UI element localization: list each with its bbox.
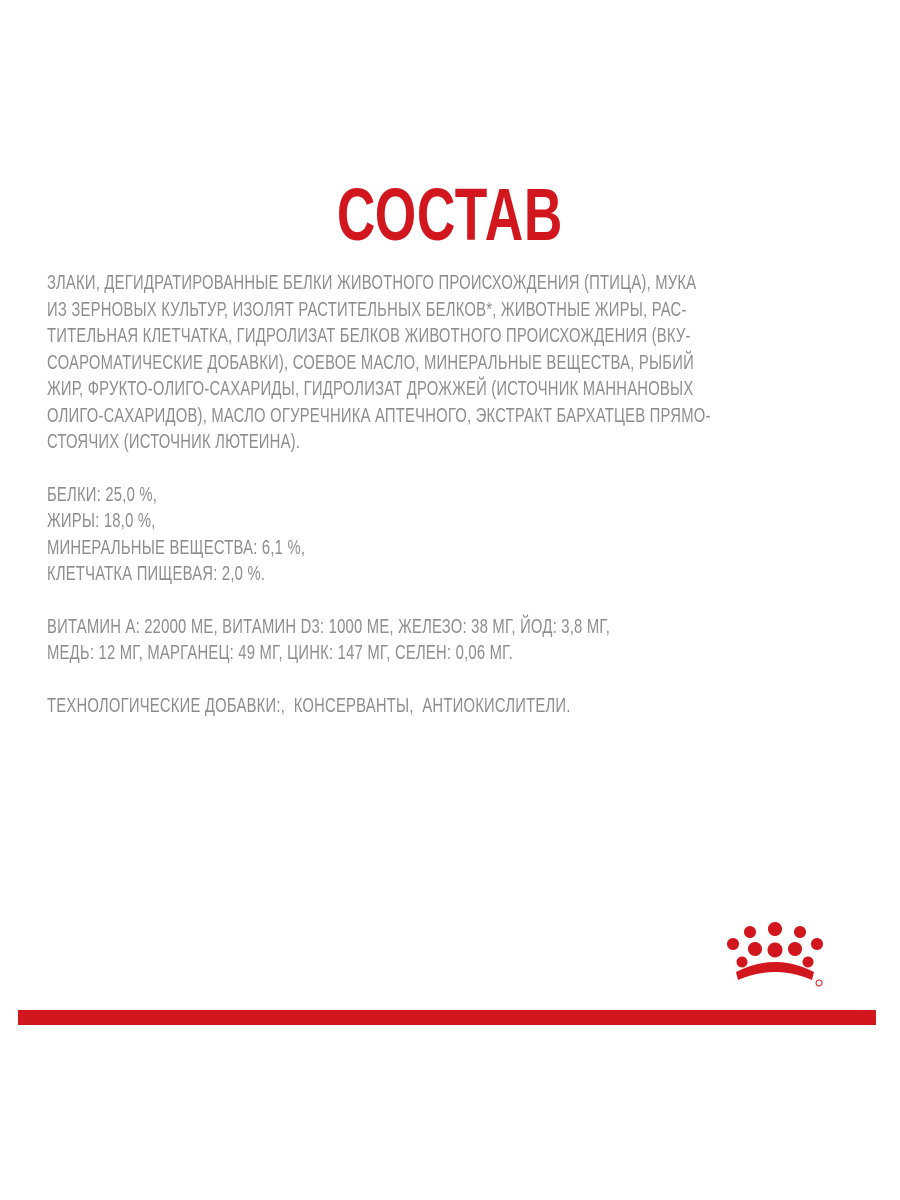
ingredients-line: ТИТЕЛЬНАЯ КЛЕТЧАТКА, ГИДРОЛИЗАТ БЕЛКОВ ЖИВОТНОГО ПРОИСХОЖДЕНИЯ (ВКУ- [47,325,691,347]
additives-paragraph [47,693,713,720]
ingredients-line: СТОЯЧИХ (ИСТОЧНИК ЛЮТЕИНА). [47,431,301,453]
ingredients-line: СОАРОМАТИЧЕСКИЕ ДОБАВКИ), СОЕВОЕ МАСЛО, МИНЕРАЛЬНЫЕ ВЕЩЕСТВА, РЫБИЙ [47,351,694,374]
vitamins-paragraph [47,614,713,667]
ingredients-line: ОЛИГО-САХАРИДОВ), МАСЛО ОГУРЕЧНИКА АПТЕЧНОГО, ЭКСТРАКТ БАРХАТЦЕВ ПРЯМО- [47,404,711,427]
spacer [47,456,713,482]
ingredients-line: ЖИР, ФРУКТО-ОЛИГО-САХАРИДЫ, ГИДРОЛИЗАТ ДРОЖЖЕЙ (ИСТОЧНИК МАННАНОВЫХ [47,378,694,400]
analysis-line-protein: БЕЛКИ: 25,0 %, [47,483,158,506]
royal-canin-crown-icon [722,922,828,992]
spacer [47,588,713,614]
analysis-line-fiber: КЛЕТЧАТКА ПИЩЕВАЯ: 2,0 %. [47,563,266,585]
footer-red-bar [18,1010,876,1025]
analysis-line-fat: ЖИРЫ: 18,0 %, [47,510,156,532]
additives-line: ТЕХНОЛОГИЧЕСКИЕ ДОБАВКИ:, КОНСЕРВАНТЫ, АНТИОКИСЛИТЕЛИ. [47,694,571,717]
ingredients-line: ИЗ ЗЕРНОВЫХ КУЛЬТУР, ИЗОЛЯТ РАСТИТЕЛЬНЫХ БЕЛКОВ*, ЖИВОТНЫЕ ЖИРЫ, РАС- [47,298,687,321]
composition-text [47,270,713,719]
ingredients-line: ЗЛАКИ, ДЕГИДРАТИРОВАННЫЕ БЕЛКИ ЖИВОТНОГО ПРОИСХОЖДЕНИЯ (ПТИЦА), МУКА [47,272,697,294]
vitamins-line: МЕДЬ: 12 МГ, МАРГАНЕЦ: 49 МГ, ЦИНК: 147 МГ, СЕЛЕН: 0,06 МГ. [47,642,513,664]
ingredients-paragraph [47,270,713,456]
analysis-paragraph [47,482,713,588]
spacer [47,667,713,693]
page-title: СОСТАВ [336,173,564,256]
analysis-line-minerals: МИНЕРАЛЬНЫЕ ВЕЩЕСТВА: 6,1 %, [47,536,306,559]
vitamins-line: ВИТАМИН А: 22000 МЕ, ВИТАМИН D3: 1000 МЕ, ЖЕЛЕЗО: 38 МГ, ЙОД: 3,8 МГ, [47,615,611,638]
